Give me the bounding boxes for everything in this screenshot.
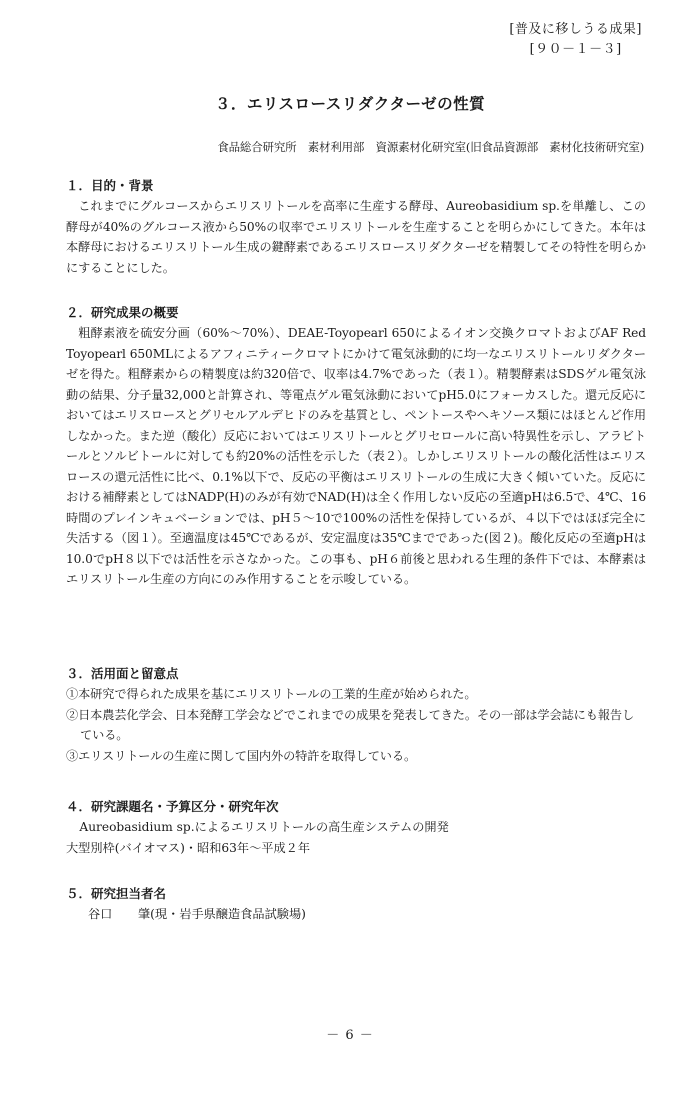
section-purpose — [66, 176, 646, 278]
section-body: 粗酵素液を硫安分画（60%～70%）、DEAE-Toyopearl 650によるイオン交換クロマトおよびAF Red Toyopearl 650MLによるアフィニティークロマトにかけて電気泳動的に均一なエリスリトールリダクターゼを得た。粗酵素からの精製度は約320倍で、収率は4.7%であった（表１）。精製酵素はSDSゲル電気泳動の結果、分子量32,000と計算され、等電点ゲル電気泳動においてpH5.0にフォーカスした。還元反応においてはエリスロースとグリセルアルデヒドのみを基質とし、ペントースやヘキソース類にはほとんど作用しなかった。また逆（酸化）反応においてはエリスリトールとグリセロールに高い特異性を示し、アラビトールとソルビトールに対しても約20%の活性を示した（表２）。しかしエリスリトールの酸化活性はエリスロースの還元活性に比べ、0.1%以下で、反応の平衡はエリスリトールの生成に大きく傾いていた。反応における補酵素としてはNADP(H)のみが有効でNAD(H)は全く作用しない反応の至適pHは6.5で、4℃、16時間のプレインキュベーションでは、pH５～10で100%の活性を保持しているが、４以下ではほぼ完全に失活する（図１）。至適温度は45℃であるが、安定温度は35℃までであった(図２)。酸化反応の至適pHは10.0でpH８以下では活性を示さなかった。この事も、pH６前後と思われる生理的条件下では、本酵素はエリスリトール生産の方向にのみ作用することを示唆している。 — [66, 326, 646, 586]
section-results — [66, 303, 646, 590]
tag-line-number: [９０－１－３] — [529, 42, 622, 57]
list-item: ②日本農芸化学会、日本発酵工学会などでこれまでの成果を発表してきた。その一部は学会誌にも報告している。 — [66, 707, 635, 742]
researcher-given-name-note: 肇(現・岩手県醸造食品試験場) — [137, 907, 306, 921]
document-title: ３．エリスロースリダクターゼの性質 — [214, 95, 486, 113]
researcher-surname: 谷口 — [87, 907, 113, 921]
section-heading: ４．研究課題名・予算区分・研究年次 — [66, 799, 279, 814]
project-title: Aureobasidium sp.によるエリスリトールの高生産システムの開発 — [79, 820, 449, 834]
section-heading: １．目的・背景 — [66, 178, 154, 193]
researcher-entry — [66, 904, 646, 925]
section-body: これまでにグルコースからエリスリトールを高率に生産する酵母、Aureobasidium sp.を単離し、この酵母が40%のグルコース液から50%の収率でエリスリトールを生産することを明らかにしてきた。本年は本酵母におけるエリスリトール生成の鍵酵素であるエリスロースリダクターゼを精製してその特性を明らかにすることにした。 — [66, 199, 646, 275]
section-heading: ３．活用面と留意点 — [66, 666, 179, 681]
list-item: ③エリスリトールの生産に関して国内外の特許を取得している。 — [66, 748, 417, 763]
tag-line-category: [普及に移しうる成果] — [509, 22, 642, 37]
section-heading: ２．研究成果の概要 — [66, 305, 179, 320]
page-number: － 6 － — [326, 1028, 374, 1043]
section-project — [66, 797, 646, 858]
list-item: ①本研究で得られた成果を基にエリスリトールの工業的生産が始められた。 — [66, 687, 477, 701]
budget-and-years: 大型別枠(バイオマス)・昭和63年～平成２年 — [66, 840, 311, 855]
section-researchers — [66, 884, 646, 925]
affiliation-line: 食品総合研究所 素材利用部 資源素材化研究室(旧食品資源部 素材化技術研究室) — [217, 140, 644, 154]
classification-tag — [509, 20, 642, 60]
section-heading: ５．研究担当者名 — [66, 886, 167, 901]
section-applications — [66, 664, 646, 766]
